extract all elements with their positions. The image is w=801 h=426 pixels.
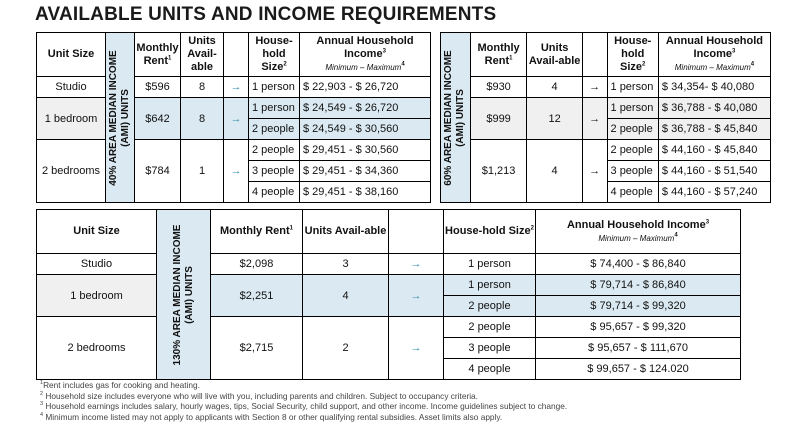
arrow-icon: → xyxy=(224,77,249,98)
income-range: $ 95,657 - $ 99,320 xyxy=(536,317,741,338)
header-annual-income: Annual Household Income$^3$ Minimum – Maximum$^4$ xyxy=(536,210,741,254)
band-label: 40% AREA MEDIAN INCOME xyxy=(108,49,119,186)
table-row xyxy=(37,317,741,338)
header-unit-size: Unit Size xyxy=(37,33,106,77)
income-range: $ 36,788 - $ 45,840 xyxy=(658,119,770,140)
ami-60-table xyxy=(440,32,771,203)
monthly-rent: $930 xyxy=(470,77,527,98)
footnote: $^3$ Household earnings includes salary, hourly wages, tips, Social Security, child support, and other income. Income guidelines subject to change. xyxy=(40,401,568,411)
band-label-units: (AMI) UNITS xyxy=(455,88,467,147)
footnote: $^2$ Household size includes everyone who will live with you, including parents and children. Subject to occupancy criteria. xyxy=(40,390,478,401)
table-row xyxy=(37,254,741,275)
arrow-icon: → xyxy=(389,317,444,380)
household-size: 2 people xyxy=(249,119,300,140)
household-size: 1 person xyxy=(444,275,536,296)
header-arrow xyxy=(582,33,607,77)
monthly-rent: $1,213 xyxy=(470,140,527,203)
income-range: $ 29,451 - $ 38,160 xyxy=(300,182,431,203)
income-range: $ 95,657 - $ 111,670 xyxy=(536,338,741,359)
units-available: 12 xyxy=(527,98,583,140)
arrow-icon: → xyxy=(389,275,444,317)
footnote: $^1$Rent includes gas for cooking and heating. xyxy=(40,380,200,390)
monthly-rent: $642 xyxy=(135,98,181,140)
household-size: 2 people xyxy=(607,119,658,140)
units-available: 2 xyxy=(303,317,389,380)
ami-130-band xyxy=(157,210,211,380)
household-size: 2 people xyxy=(249,140,300,161)
household-size: 4 people xyxy=(607,182,658,203)
income-range: $ 29,451 - $ 34,360 xyxy=(300,161,431,182)
unit-size: 1 bedroom xyxy=(37,98,106,140)
header-monthly-rent: Monthly Rent$^1$ xyxy=(470,33,527,77)
income-range: $ 22,903 - $ 26,720 xyxy=(300,77,431,98)
unit-size: 2 bedrooms xyxy=(37,317,157,380)
units-available: 8 xyxy=(181,77,224,98)
household-size: 3 people xyxy=(607,161,658,182)
unit-size: Studio xyxy=(37,254,157,275)
income-range: $ 74,400 - $ 86,840 xyxy=(536,254,741,275)
table-row xyxy=(441,140,771,161)
header-units-available: Units Avail-able xyxy=(181,33,224,77)
income-range: $ 44,160 - $ 57,240 xyxy=(658,182,770,203)
arrow-icon: → xyxy=(224,98,249,140)
ami-40-table xyxy=(36,32,431,203)
household-size: 1 person xyxy=(249,77,300,98)
monthly-rent: $596 xyxy=(135,77,181,98)
footnote: $^4$ Minimum income listed may not apply to applicants with Section 8 or other qualifying rental subsidies. Asset limits also apply. xyxy=(40,411,503,422)
units-available: 4 xyxy=(303,275,389,317)
household-size: 2 people xyxy=(607,140,658,161)
income-range: $ 44,160 - $ 51,540 xyxy=(658,161,770,182)
arrow-icon: → xyxy=(582,140,607,203)
table-row xyxy=(441,77,771,98)
header-annual-income: Annual Household Income$^3$ Minimum – Maximum$^4$ xyxy=(658,33,770,77)
header-unit-size: Unit Size xyxy=(37,210,157,254)
table-row xyxy=(37,77,431,98)
header-monthly-rent: Monthly Rent$^1$ xyxy=(211,210,303,254)
income-range: $ 24,549 - $ 26,720 xyxy=(300,98,431,119)
band-label-units: (AMI) UNITS xyxy=(183,265,195,324)
units-available: 8 xyxy=(181,98,224,140)
table-row xyxy=(441,98,771,119)
monthly-rent: $2,251 xyxy=(211,275,303,317)
header-household-size: House-hold Size$^2$ xyxy=(607,33,658,77)
income-range: $ 24,549 - $ 30,560 xyxy=(300,119,431,140)
ami-60-band xyxy=(441,33,471,203)
household-size: 4 people xyxy=(249,182,300,203)
footnotes xyxy=(40,380,567,422)
household-size: 3 people xyxy=(444,338,536,359)
header-arrow xyxy=(389,210,444,254)
income-range: $ 99,657 - $ 124.020 xyxy=(536,359,741,380)
unit-size: 1 bedroom xyxy=(37,275,157,317)
monthly-rent: $999 xyxy=(470,98,527,140)
income-range: $ 79,714 - $ 86,840 xyxy=(536,275,741,296)
units-available: 1 xyxy=(181,140,224,203)
table-row xyxy=(37,275,741,296)
household-size: 4 people xyxy=(444,359,536,380)
household-size: 1 person xyxy=(444,254,536,275)
household-size: 1 person xyxy=(607,98,658,119)
household-size: 1 person xyxy=(249,98,300,119)
unit-size: 2 bedrooms xyxy=(37,140,106,203)
ami-130-table xyxy=(36,209,741,380)
header-household-size: House-hold Size$^2$ xyxy=(444,210,536,254)
arrow-icon: → xyxy=(389,254,444,275)
band-label-units: (AMI) UNITS xyxy=(120,88,131,147)
table-row xyxy=(37,140,431,161)
unit-size: Studio xyxy=(37,77,106,98)
income-range: $ 34,354- $ 40,080 xyxy=(658,77,770,98)
income-range: $ 79,714 - $ 99,320 xyxy=(536,296,741,317)
monthly-rent: $784 xyxy=(135,140,181,203)
band-label: 60% AREA MEDIAN INCOME xyxy=(443,49,455,186)
monthly-rent: $2,715 xyxy=(211,317,303,380)
income-range: $ 36,788 - $ 40,080 xyxy=(658,98,770,119)
page-title: AVAILABLE UNITS AND INCOME REQUIREMENTS xyxy=(35,4,497,25)
header-monthly-rent: Monthly Rent$^1$ xyxy=(135,33,181,77)
table-row xyxy=(37,98,431,119)
header-units-available: Units Avail-able xyxy=(303,210,389,254)
arrow-icon: → xyxy=(582,77,607,98)
income-range: $ 44,160 - $ 45,840 xyxy=(658,140,770,161)
units-available: 4 xyxy=(527,140,583,203)
header-units-available: Units Avail-able xyxy=(527,33,583,77)
band-label: 130% AREA MEDIAN INCOME xyxy=(171,224,183,365)
units-available: 3 xyxy=(303,254,389,275)
household-size: 2 people xyxy=(444,296,536,317)
units-available: 4 xyxy=(527,77,583,98)
monthly-rent: $2,098 xyxy=(211,254,303,275)
header-arrow xyxy=(224,33,249,77)
household-size: 3 people xyxy=(249,161,300,182)
arrow-icon: → xyxy=(582,98,607,140)
household-size: 1 person xyxy=(607,77,658,98)
header-household-size: House-hold Size$^2$ xyxy=(249,33,300,77)
header-annual-income: Annual Household Income$^3$ Minimum – Maximum$^4$ xyxy=(300,33,431,77)
income-range: $ 29,451 - $ 30,560 xyxy=(300,140,431,161)
arrow-icon: → xyxy=(224,140,249,203)
household-size: 2 people xyxy=(444,317,536,338)
ami-40-band xyxy=(106,33,135,203)
